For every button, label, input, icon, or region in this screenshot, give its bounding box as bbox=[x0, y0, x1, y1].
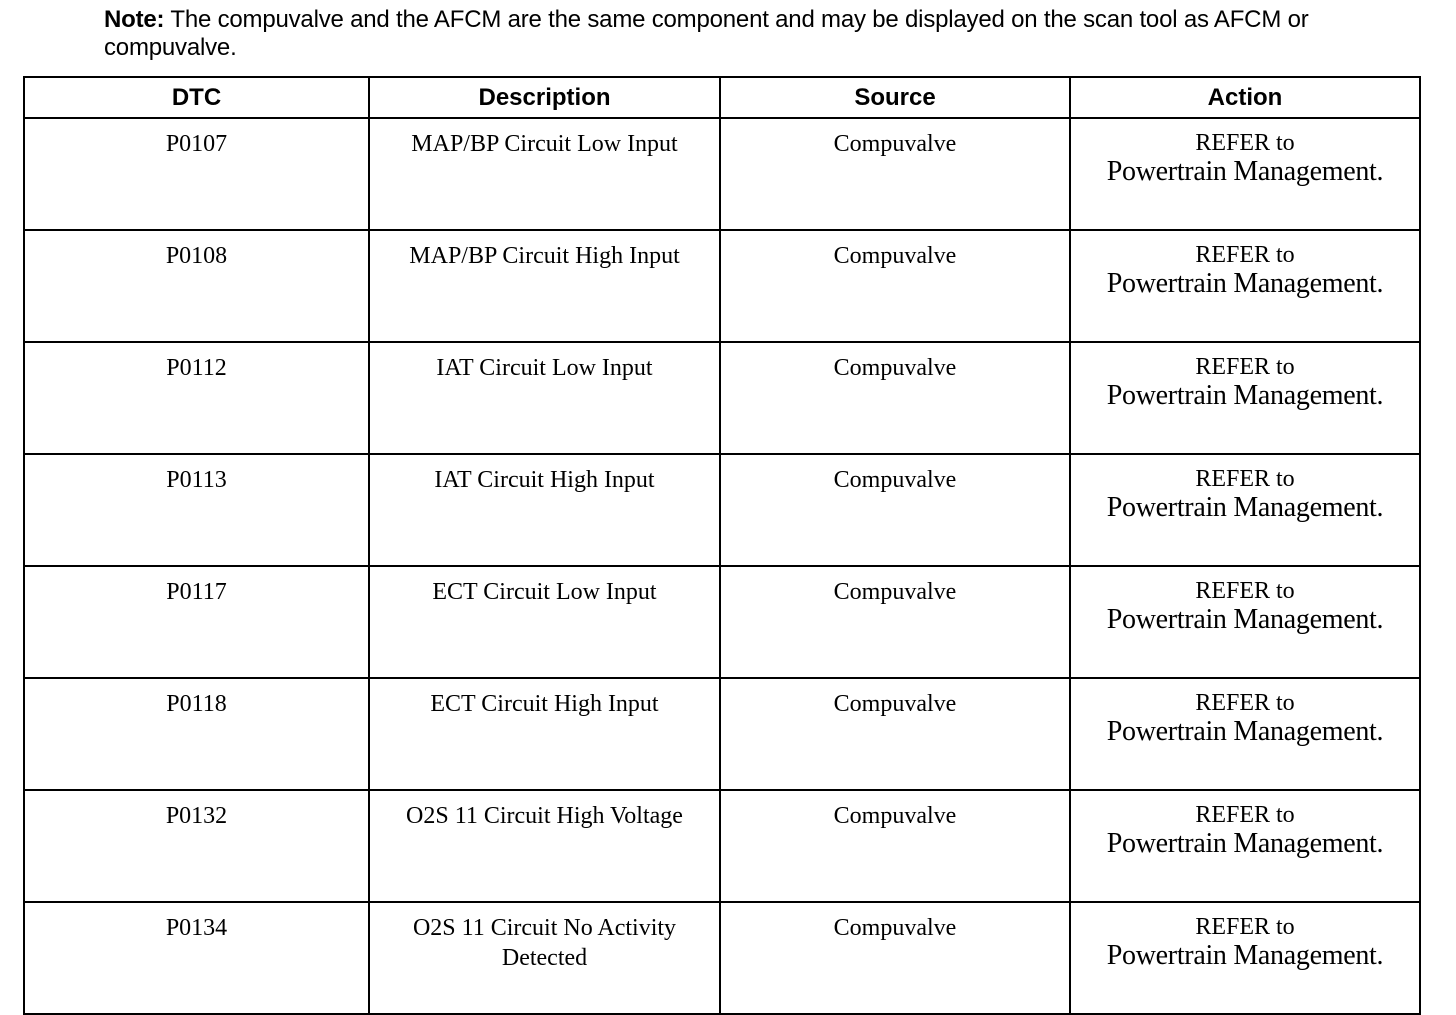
dtc-source: Compuvalve bbox=[720, 678, 1070, 790]
dtc-action bbox=[1070, 342, 1420, 454]
action-refer: REFER to bbox=[1195, 578, 1295, 604]
dtc-code: P0118 bbox=[24, 678, 369, 790]
dtc-description: MAP/BP Circuit High Input bbox=[369, 230, 720, 342]
action-refer: REFER to bbox=[1195, 242, 1295, 268]
dtc-source: Compuvalve bbox=[720, 454, 1070, 566]
note-text: The compuvalve and the AFCM are the same component and may be displayed on the scan tool as AFCM or compuvalve. bbox=[104, 6, 1309, 61]
table-row bbox=[24, 678, 1420, 790]
action-refer: REFER to bbox=[1195, 130, 1295, 156]
dtc-description: O2S 11 Circuit No Activity Detected bbox=[369, 902, 720, 1014]
dtc-code: P0113 bbox=[24, 454, 369, 566]
note-label: Note: bbox=[104, 6, 165, 33]
action-target: Powertrain Management. bbox=[1106, 828, 1384, 859]
table-row bbox=[24, 454, 1420, 566]
table-row bbox=[24, 566, 1420, 678]
action-target: Powertrain Management. bbox=[1106, 492, 1384, 523]
action-target: Powertrain Management. bbox=[1106, 268, 1384, 299]
dtc-source: Compuvalve bbox=[720, 118, 1070, 230]
table-row bbox=[24, 790, 1420, 902]
table-row bbox=[24, 118, 1420, 230]
header-description: Description bbox=[369, 77, 720, 118]
action-refer: REFER to bbox=[1195, 914, 1295, 940]
dtc-action bbox=[1070, 566, 1420, 678]
dtc-action bbox=[1070, 454, 1420, 566]
table-row bbox=[24, 902, 1420, 1014]
action-target: Powertrain Management. bbox=[1106, 604, 1384, 635]
action-refer: REFER to bbox=[1195, 466, 1295, 492]
dtc-description: O2S 11 Circuit High Voltage bbox=[369, 790, 720, 902]
dtc-action bbox=[1070, 790, 1420, 902]
note-paragraph bbox=[104, 6, 1354, 62]
action-refer: REFER to bbox=[1195, 354, 1295, 380]
dtc-description: ECT Circuit Low Input bbox=[369, 566, 720, 678]
table-header-row bbox=[24, 77, 1420, 118]
dtc-source: Compuvalve bbox=[720, 790, 1070, 902]
dtc-source: Compuvalve bbox=[720, 902, 1070, 1014]
dtc-code: P0134 bbox=[24, 902, 369, 1014]
dtc-code: P0108 bbox=[24, 230, 369, 342]
dtc-code: P0107 bbox=[24, 118, 369, 230]
action-target: Powertrain Management. bbox=[1106, 716, 1384, 747]
dtc-action bbox=[1070, 118, 1420, 230]
dtc-action bbox=[1070, 230, 1420, 342]
action-refer: REFER to bbox=[1195, 690, 1295, 716]
dtc-description: MAP/BP Circuit Low Input bbox=[369, 118, 720, 230]
action-target: Powertrain Management. bbox=[1106, 380, 1384, 411]
dtc-source: Compuvalve bbox=[720, 342, 1070, 454]
dtc-table bbox=[23, 76, 1421, 1015]
dtc-code: P0132 bbox=[24, 790, 369, 902]
dtc-description: IAT Circuit Low Input bbox=[369, 342, 720, 454]
dtc-action bbox=[1070, 902, 1420, 1014]
header-dtc: DTC bbox=[24, 77, 369, 118]
dtc-action bbox=[1070, 678, 1420, 790]
dtc-source: Compuvalve bbox=[720, 566, 1070, 678]
table-row bbox=[24, 342, 1420, 454]
action-refer: REFER to bbox=[1195, 802, 1295, 828]
header-action: Action bbox=[1070, 77, 1420, 118]
dtc-code: P0112 bbox=[24, 342, 369, 454]
dtc-description: ECT Circuit High Input bbox=[369, 678, 720, 790]
dtc-source: Compuvalve bbox=[720, 230, 1070, 342]
action-target: Powertrain Management. bbox=[1106, 156, 1384, 187]
dtc-code: P0117 bbox=[24, 566, 369, 678]
dtc-description: IAT Circuit High Input bbox=[369, 454, 720, 566]
action-target: Powertrain Management. bbox=[1106, 940, 1384, 971]
header-source: Source bbox=[720, 77, 1070, 118]
table-row bbox=[24, 230, 1420, 342]
